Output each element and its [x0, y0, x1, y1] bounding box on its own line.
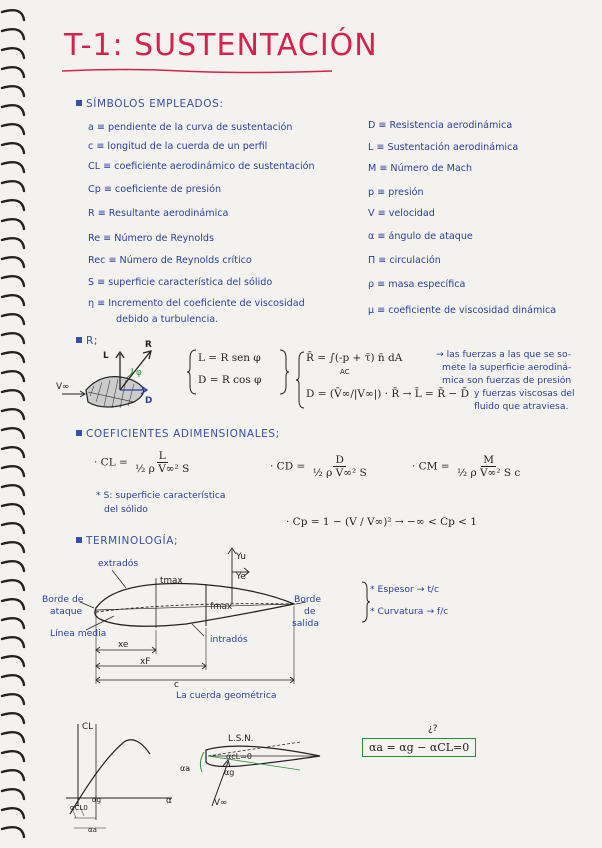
symbol-right-8: μ ≡ coeficiente de viscosidad dinámica — [368, 305, 557, 316]
symbol-right-3: p ≡ presión — [368, 187, 424, 198]
label-alpha-a: αa — [88, 826, 97, 834]
brace-left — [186, 348, 198, 396]
eq-cl: · CL = $\frac{L}{\text{½ ρ V∞² S}}$ — [94, 450, 190, 475]
eq-r-vector: R̄ = ∫(-p + τ̄) n̄ dA — [306, 352, 403, 364]
label-alpha-a-b: αa — [180, 764, 191, 773]
r-note-0: → las fuerzas a las que se so- — [436, 349, 572, 360]
label-borde-ataque-1: ataque — [50, 606, 83, 617]
label-lsn: L.S.N. — [228, 734, 254, 744]
eq-cp: · Cp = 1 − (V / V∞)² → −∞ < Cp < 1 — [286, 516, 477, 528]
label-alpha-g-b: αg — [224, 768, 235, 777]
label-yu: Yu — [236, 552, 246, 562]
symbol-right-0: D ≡ Resistencia aerodinámica — [368, 120, 513, 131]
r-note-1: mete la superficie aerodiná- — [442, 362, 572, 373]
eq-d-vector: D = (V̄∞/|V∞|) · R̄ → L̄ = R̄ − D̄ — [306, 388, 469, 400]
label-cuerda: La cuerda geométrica — [176, 690, 277, 701]
symbol-left-0: a ≡ pendiente de la curva de sustentación — [88, 122, 293, 133]
section-term-heading: TERMINOLOGÍA; — [76, 535, 178, 547]
cl-alpha-plot — [62, 720, 182, 838]
s-note-0: * S: superficie característica — [96, 490, 226, 501]
label-intrados: intradós — [210, 634, 248, 645]
label-xf: xF — [140, 657, 151, 667]
r-note-4: fluido que atraviesa. — [474, 401, 569, 412]
page-title: T-1: SUSTENTACIÓN — [64, 28, 378, 63]
question-mark: ¿? — [428, 724, 438, 734]
symbol-right-1: L ≡ Sustentación aerodinámica — [368, 142, 519, 153]
symbol-right-2: M ≡ Número de Mach — [368, 163, 473, 174]
eq-d-rcos: D = R cos φ — [198, 374, 262, 386]
symbol-left-8-cont: debido a turbulencia. — [116, 314, 219, 325]
symbol-right-4: V ≡ velocidad — [368, 208, 435, 219]
symbol-right-6: Π ≡ circulación — [368, 255, 441, 266]
force-diagram — [54, 340, 180, 418]
label-xe: xe — [118, 640, 129, 650]
label-alpha-cl0: αCL0 — [70, 804, 88, 812]
symbol-right-5: α ≡ ángulo de ataque — [368, 231, 473, 242]
brace-vec — [296, 350, 306, 410]
label-borde-ataque-0: Borde de — [42, 594, 84, 605]
symbol-left-6: Rec ≡ Número de Reynolds crítico — [88, 255, 252, 266]
eq-l-rsen: L = R sen φ — [198, 352, 261, 364]
title-underline — [62, 68, 332, 74]
brace-shape — [360, 580, 370, 624]
label-borde-salida-2: salida — [292, 618, 319, 629]
vinf-label: V∞ — [56, 382, 70, 392]
label-ye: Ye — [236, 572, 246, 582]
eq-r-subscript: AC — [340, 368, 350, 376]
section-r-heading: R; — [76, 335, 98, 347]
angle-diagram — [180, 726, 340, 818]
symbol-left-2: CL ≡ coeficiente aerodinámico de sustentación — [88, 161, 315, 172]
eq-cd: · CD = $\frac{D}{\text{½ ρ V∞² S}}$ — [270, 454, 367, 479]
label-c: c — [174, 680, 179, 690]
symbol-right-7: ρ ≡ masa específica — [368, 279, 466, 290]
symbol-left-3: Cp ≡ coeficiente de presión — [88, 184, 222, 195]
alpha-formula-box: αa = αg − αCL=0 — [362, 738, 476, 757]
spiral-binding — [0, 0, 40, 848]
r-label: R — [145, 340, 152, 350]
section-coefs-heading: COEFICIENTES ADIMENSIONALES; — [76, 428, 280, 440]
label-borde-salida-0: Borde — [294, 594, 322, 605]
label-curvatura: * Curvatura → f/c — [370, 606, 449, 617]
symbol-left-4: R ≡ Resultante aerodinámica — [88, 208, 229, 219]
phi-label: φ — [136, 368, 142, 378]
l-label: L — [103, 351, 109, 361]
r-note-3: y fuerzas viscosas del — [474, 388, 575, 399]
symbol-left-8: η ≡ Incremento del coeficiente de viscosidad — [88, 298, 305, 309]
brace-right — [278, 348, 290, 396]
label-tmax: tmax — [160, 576, 183, 586]
symbol-left-7: S ≡ superficie característica del sólido — [88, 277, 273, 288]
d-label: D — [145, 396, 153, 406]
label-alpha-cl0-b: αcL=0 — [226, 752, 252, 761]
s-note-1: del sólido — [104, 504, 148, 515]
label-linea-media: Línea media — [50, 628, 107, 639]
label-fmax: fmax — [210, 602, 233, 612]
axis-alpha-label: α — [166, 796, 172, 806]
axis-cl-label: CL — [82, 722, 94, 732]
label-vinf-b: V∞ — [214, 798, 228, 808]
label-borde-salida-1: de — [304, 606, 316, 617]
r-note-2: mica son fuerzas de presión — [442, 375, 572, 386]
section-symbols-heading: SÍMBOLOS EMPLEADOS: — [76, 98, 224, 110]
symbol-left-1: c ≡ longitud de la cuerda de un perfil — [88, 141, 268, 152]
label-espesor: * Espesor → t/c — [370, 584, 440, 595]
eq-cm: · CM = $\frac{M}{\text{½ ρ V∞² S c}}$ — [412, 454, 521, 479]
label-alpha-g: αg — [92, 796, 102, 804]
label-extrados: extradós — [98, 558, 139, 569]
symbol-left-5: Re ≡ Número de Reynolds — [88, 233, 214, 244]
